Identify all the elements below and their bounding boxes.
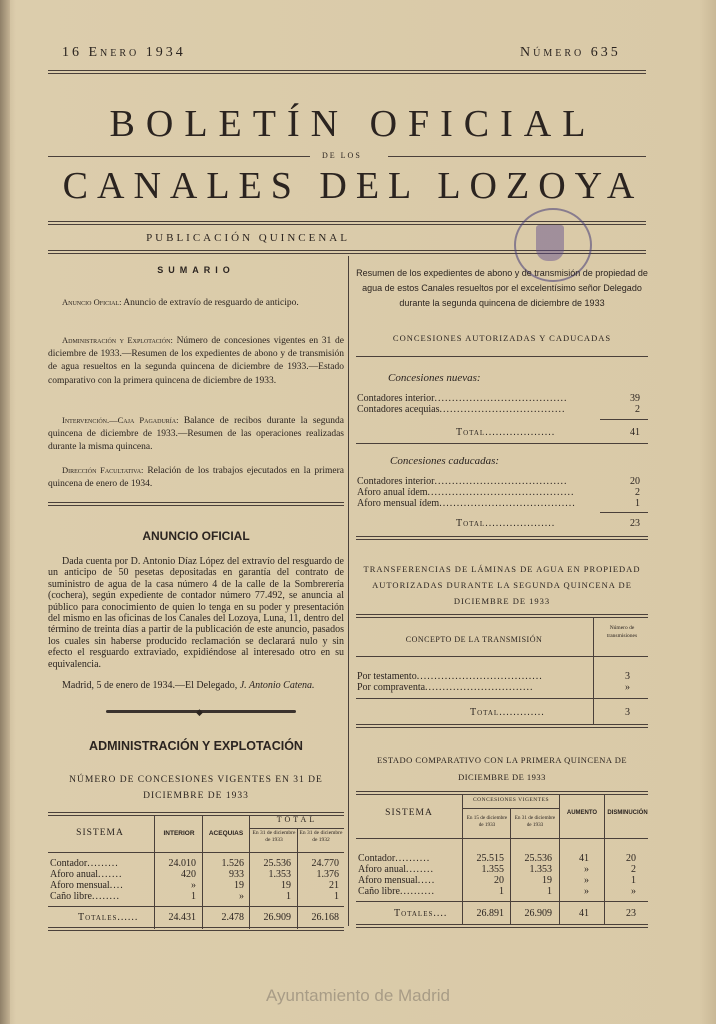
comp-cell: 19 (542, 875, 552, 886)
masthead-title-1: BOLETÍN OFICIAL (109, 103, 597, 145)
nuevas-total-value: 41 (630, 427, 640, 438)
anuncio-sign-name: J. Antonio Catena. (239, 680, 315, 691)
admin-cell: 19 (281, 880, 291, 891)
nuevas-row-1: Contadores interior...................................... (357, 393, 568, 404)
admin-row-label-3: Aforo mensual.... (50, 880, 124, 891)
comp-cell: 1 (631, 875, 636, 886)
admin-header-rule (48, 852, 344, 853)
masthead-de-los: DE LOS (322, 151, 362, 160)
nuevas-row-2: Contadores acequias.................................... (357, 404, 566, 415)
admin-row-label-1: Contador......... (50, 858, 119, 869)
trans-vline (593, 617, 594, 724)
comp-h-aumento: AUMENTO (566, 810, 598, 816)
rule-right (388, 156, 646, 157)
comp-cell: 1.353 (529, 864, 552, 875)
caducadas-value-2: 2 (635, 487, 640, 498)
comp-cell: » (584, 875, 589, 886)
admin-h-acequias: ACEQUIAS (208, 830, 244, 837)
admin-cell: 25.536 (263, 858, 291, 869)
trans-header-rule (356, 656, 648, 657)
nuevas-value-2: 2 (635, 404, 640, 415)
transferencias-heading: TRANSFERENCIAS DE LÁMINAS DE AGUA EN PROPIEDAD AUTORIZADAS DURANTE LA SEGUNDA QUINCENA DE DICIEMBRE DE 1933 (363, 564, 641, 606)
comp-cell: » (631, 886, 636, 897)
sumario-item-2 (48, 334, 344, 388)
masthead-title-2: CANALES DEL LOZOYA (62, 165, 644, 207)
comp-row-label-2: Aforo anual........ (358, 864, 435, 875)
caducadas-total-label: Total.................... (456, 518, 556, 529)
admin-cell: » (239, 891, 244, 902)
nuevas-sum-rule (600, 419, 648, 420)
admin-cell: 1.526 (221, 858, 244, 869)
comp-row-label-4: Caño libre.......... (358, 886, 435, 897)
admin-total-cell: 24.431 (168, 912, 196, 923)
table-row: Caño libre (50, 891, 92, 902)
anuncio-body: Dada cuenta por D. Antonio Díaz López del extravío del resguardo de un anticipo de 50 pesetas depositadas en garantía del contrato de suministro de agua de la casa número 4 de la calle de la Sombrerería (cochera), según expediente de contador número 77.492, se anuncia al público para conocimiento de quien lo tenga en su poder y presentación del mismo en las oficinas de los Canales del Lozoya, Luna, 11, dentro del término de treinta días a partir de la publicación de este anuncio, pasados los cuales sin haberse producido reclamación se declarará nulo y sin efecto el resguardo extraviado, expidiéndose al interesado otro en su equivalencia. (48, 556, 344, 670)
trans-total-label: Total............. (470, 707, 545, 718)
comp-totals-label: Totales.... (394, 908, 448, 919)
caducadas-row-2: Aforo anual ídem.......................................... (357, 487, 575, 498)
comp-cell: 1 (547, 886, 552, 897)
table-row: Contador (50, 858, 88, 869)
comp-total-cell: 23 (626, 908, 636, 919)
admin-cell: 1 (286, 891, 291, 902)
masthead-subtitle: PUBLICACIÓN QUINCENAL (146, 232, 350, 244)
sumario-text-3: Balance de recibos durante la segunda quincena de diciembre de 1933.—Resumen de las operaciones realizadas durante la misma quincena. (48, 416, 344, 453)
sumario-text-1: Anuncio de extravío de resguardo de anticipo. (123, 298, 299, 308)
admin-cell: 24.770 (311, 858, 339, 869)
comp-cell: 41 (579, 853, 589, 864)
page-edge (0, 0, 10, 1024)
admin-row-label-2: Aforo anual....... (50, 869, 123, 880)
list-item: Contadores interior (357, 393, 435, 404)
sumario-text-2: Número de concesiones vigentes en 31 de diciembre de 1933.—Resumen de los expedientes de abono y de transmisión de agua resueltos en la segunda quincena de diciembre de 1933.—Estado comparativo con la primera quincena de diciembre de 1933. (48, 336, 344, 386)
comp-h-31dic: En 31 de diciembre de 1933 (514, 815, 556, 828)
ornament-diamond-icon: ◆ (196, 707, 203, 717)
comp-row-label-1: Contador.......... (358, 853, 431, 864)
sumario-lead-3: Intervención.—Caja Pagaduría: (62, 415, 179, 425)
sumario-lead-4: Dirección Facultativa: (62, 465, 144, 475)
trans-h-numero: Número de transmisiones (606, 625, 638, 639)
comp-cell: 1 (499, 886, 504, 897)
caducadas-label: Concesiones caducadas: (390, 455, 500, 467)
admin-h-31dic32: En 31 de diciembre de 1932 (299, 830, 343, 843)
sumario-item-4 (48, 464, 344, 491)
admin-h-sistema: SISTEMA (76, 828, 124, 838)
comp-cell: » (584, 886, 589, 897)
list-item: Aforo anual ídem (357, 487, 428, 498)
totals-label: Totales (78, 912, 118, 923)
list-item: Por testamento (357, 671, 417, 682)
admin-h-31dic33: En 31 de diciembre de 1933 (252, 830, 296, 843)
resumen-section: CONCESIONES AUTORIZADAS Y CADUCADAS (392, 333, 612, 343)
nuevas-value-1: 39 (630, 393, 640, 404)
comp-cell: 20 (626, 853, 636, 864)
column-divider (348, 256, 349, 926)
nuevas-rule (356, 443, 648, 444)
trans-row-2: Por compraventa............................... (357, 682, 534, 693)
caducadas-total-value: 23 (630, 518, 640, 529)
comp-cell: 25.515 (476, 853, 504, 864)
issue-date: 16 Enero 1934 (62, 45, 186, 60)
admin-cell: 1.376 (316, 869, 339, 880)
admin-total-cell: 26.909 (263, 912, 291, 923)
admin-cell: 933 (229, 869, 244, 880)
admin-cell: 21 (329, 880, 339, 891)
header-rule (48, 70, 646, 74)
coat-of-arms (536, 225, 564, 261)
trans-h-concepto: CONCEPTO DE LA TRANSMISIÓN (405, 635, 543, 644)
trans-total-rule (356, 698, 648, 699)
nuevas-total-label: Total.................... (456, 427, 556, 438)
list-item: Por compraventa (357, 682, 426, 693)
trans-row-1: Por testamento.................................... (357, 671, 543, 682)
admin-cell: 1 (334, 891, 339, 902)
table-row: Caño libre (358, 886, 400, 897)
comp-cell: 20 (494, 875, 504, 886)
total-label: Total (456, 518, 486, 529)
admin-cell: 1.353 (268, 869, 291, 880)
comp-h-15dic: En 15 de diciembre de 1933 (466, 815, 508, 828)
sumario-rule (48, 502, 344, 506)
trans-value-2: » (625, 682, 630, 693)
rule-left (48, 156, 310, 157)
caducadas-rule (356, 536, 648, 540)
comp-cell: 2 (631, 864, 636, 875)
sumario-item-1 (48, 296, 344, 310)
comparativo-heading: ESTADO COMPARATIVO CON LA PRIMERA QUINCENA DE DICIEMBRE DE 1933 (376, 755, 628, 782)
comp-total-cell: 26.909 (524, 908, 552, 919)
caducadas-row-3: Aforo mensual ídem....................................... (357, 498, 576, 509)
admin-cell: 1 (191, 891, 196, 902)
nuevas-label: Concesiones nuevas: (388, 372, 481, 384)
caducadas-value-1: 20 (630, 476, 640, 487)
admin-h-total: TOTAL (276, 815, 318, 824)
caducadas-row-1: Contadores interior...................................... (357, 476, 568, 487)
comp-cell: » (584, 864, 589, 875)
sumario-lead-1: Anuncio Oficial: (62, 297, 122, 307)
comp-vigentes-rule (463, 808, 559, 809)
comp-row-label-3: Aforo mensual..... (358, 875, 436, 886)
trans-table-top (356, 614, 648, 618)
admin-cell: 24.010 (168, 858, 196, 869)
table-row: Aforo mensual (50, 880, 110, 891)
trans-table-bottom (356, 724, 648, 728)
anuncio-signature (48, 680, 344, 691)
anuncio-heading: ANUNCIO OFICIAL (142, 529, 250, 543)
trans-total-value: 3 (625, 707, 630, 718)
comp-totals-rule (356, 901, 648, 902)
comp-cell: 25.536 (524, 853, 552, 864)
sumario-text-4: Relación de los trabajos ejecutados en la primera quincena de enero de 1934. (48, 466, 344, 490)
comp-total-cell: 26.891 (476, 908, 504, 919)
admin-totals-label: Totales...... (78, 912, 139, 923)
sumario-lead-2: Administración y Explotación: (62, 335, 173, 345)
total-label: Total (456, 427, 486, 438)
admin-heading: ADMINISTRACIÓN Y EXPLOTACIÓN (89, 739, 303, 753)
admin-total-cell: 26.168 (311, 912, 339, 923)
comp-total-cell: 41 (579, 908, 589, 919)
caducadas-value-3: 1 (635, 498, 640, 509)
resumen-heading: Resumen de los expedientes de abono y de transmisión de propiedad de agua de estos Canales resueltos por el excelentísimo señor Delegado durante la segunda quincena de diciembre de 1933 (356, 268, 648, 308)
list-item: Aforo mensual ídem (357, 498, 440, 509)
watermark: Ayuntamiento de Madrid (266, 986, 450, 1005)
admin-cell: 420 (181, 869, 196, 880)
comp-table-bottom (356, 924, 648, 928)
admin-table-bottom (48, 927, 344, 931)
comp-h-vigentes: CONCESIONES VIGENTES (472, 797, 550, 803)
total-label: Total (470, 707, 500, 718)
totals-label: Totales (394, 908, 434, 919)
admin-cell: 19 (234, 880, 244, 891)
resumen-rule (356, 356, 648, 357)
admin-total-cell: 2.478 (221, 912, 244, 923)
sumario-item-3 (48, 414, 344, 455)
table-row: Aforo anual (358, 864, 407, 875)
table-row: Aforo anual (50, 869, 99, 880)
list-item: Contadores interior (357, 476, 435, 487)
trans-value-1: 3 (625, 671, 630, 682)
admin-h-interior: INTERIOR (163, 830, 195, 837)
table-row: Aforo mensual (358, 875, 418, 886)
comp-h-sistema: SISTEMA (385, 808, 433, 818)
admin-row-label-4: Caño libre........ (50, 891, 120, 902)
anuncio-sign-place: Madrid, 5 de enero de 1934.—El Delegado, (62, 680, 238, 691)
issue-number: Número 635 (520, 45, 621, 60)
caducadas-sum-rule (600, 512, 648, 513)
comp-cell: 1.355 (481, 864, 504, 875)
admin-totals-rule (48, 906, 344, 907)
sumario-heading: SUMARIO (157, 265, 235, 275)
admin-table-title: NÚMERO DE CONCESIONES VIGENTES EN 31 DE DICIEMBRE DE 1933 (69, 775, 323, 801)
comp-h-disminucion: DISMINUCIÓN (607, 810, 648, 816)
table-row: Contador (358, 853, 396, 864)
admin-cell: » (191, 880, 196, 891)
list-item: Contadores acequias (357, 404, 440, 415)
